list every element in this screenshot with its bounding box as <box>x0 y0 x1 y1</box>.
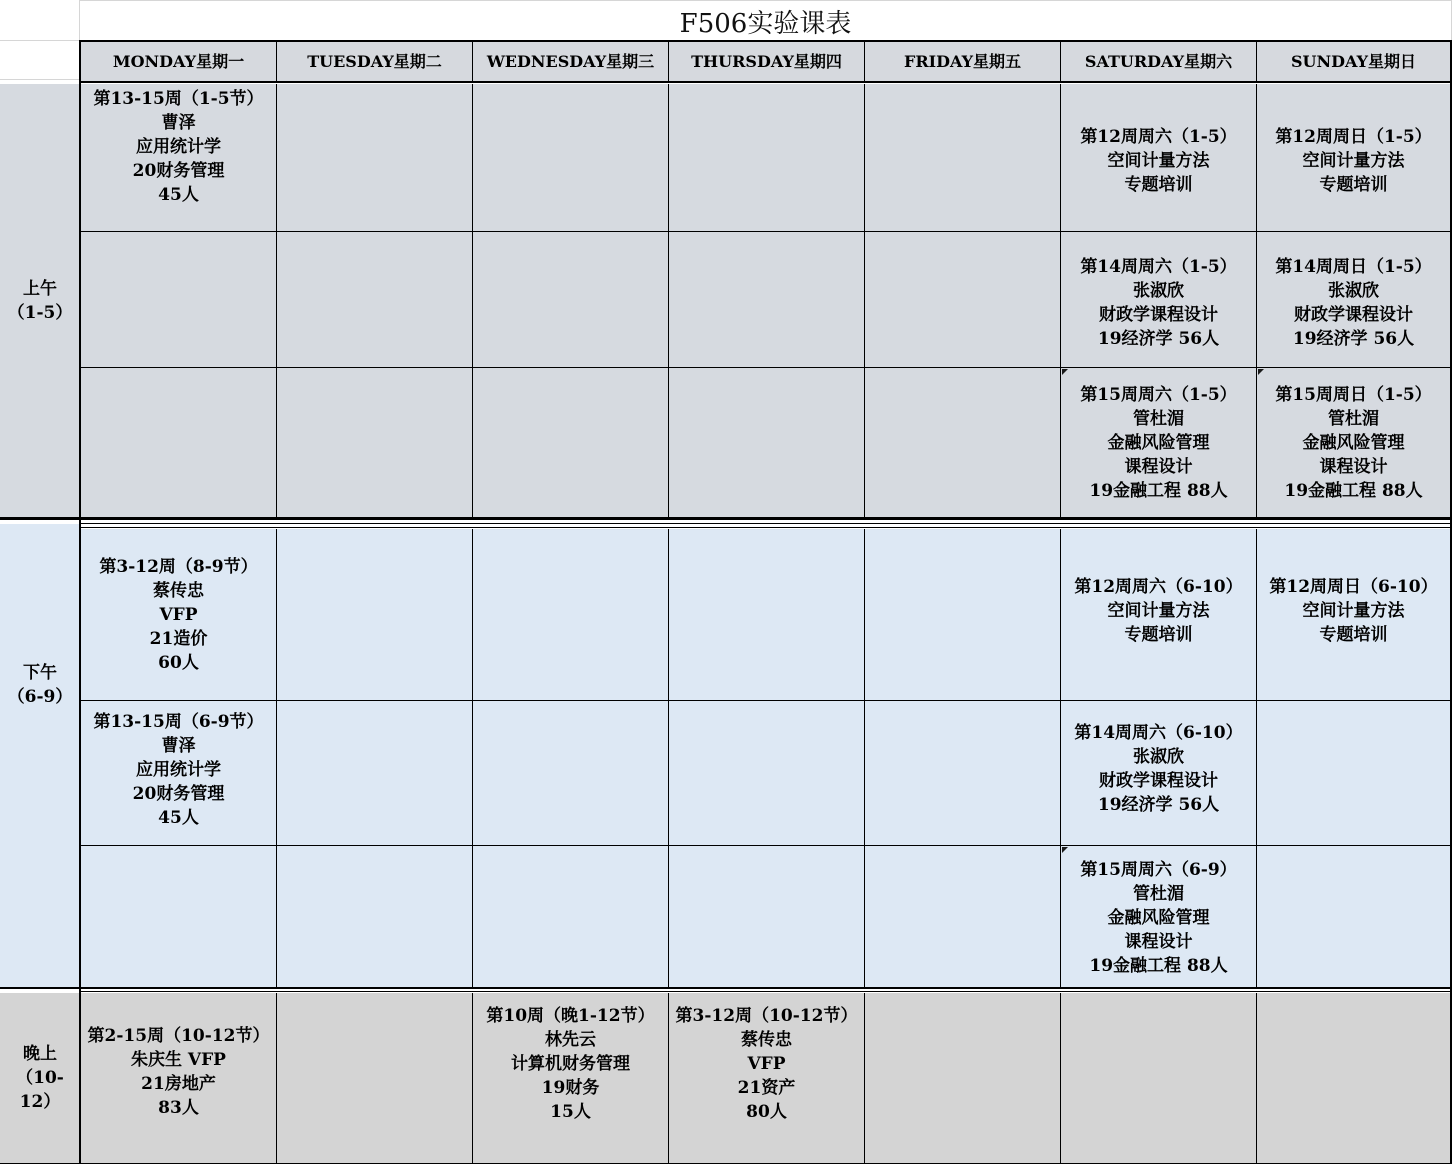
cell-am2-saturday[interactable]: 第14周周六（1-5） 张淑欣 财政学课程设计 19经济学 56人 <box>1061 232 1257 368</box>
cell-pm1-saturday[interactable]: 第12周周六（6-10） 空间计量方法 专题培训 <box>1061 529 1257 701</box>
header-monday[interactable]: MONDAY星期一 <box>81 42 277 82</box>
cell-pm1-monday[interactable]: 第3-12周（8-9节） 蔡传忠 VFP 21造价 60人 <box>81 529 277 701</box>
cell-pm3-thursday[interactable] <box>669 846 865 988</box>
cell-pm1-thursday[interactable] <box>669 529 865 701</box>
cell-ev-monday[interactable]: 第2-15周（10-12节） 朱庆生 VFP 21房地产 83人 <box>81 993 277 1164</box>
header-sunday[interactable]: SUNDAY星期日 <box>1257 42 1451 82</box>
header-thursday[interactable]: THURSDAY星期四 <box>669 42 865 82</box>
corner-divider <box>0 40 80 41</box>
cell-pm1-wednesday[interactable] <box>473 529 669 701</box>
header-friday[interactable]: FRIDAY星期五 <box>865 42 1061 82</box>
sheet-title[interactable]: F506实验课表 <box>80 0 1452 41</box>
comment-marker-icon <box>1062 369 1068 375</box>
cell-am2-friday[interactable] <box>865 232 1061 368</box>
comment-marker-icon <box>1062 847 1068 853</box>
header-rule <box>80 82 1451 83</box>
grid-frame-left <box>79 40 81 1164</box>
cell-ev-tuesday[interactable] <box>277 993 473 1164</box>
cell-pm1-tuesday[interactable] <box>277 529 473 701</box>
period-label-morning[interactable]: 上午 （1-5） <box>0 84 81 518</box>
cell-am2-sunday[interactable]: 第14周周日（1-5） 张淑欣 财政学课程设计 19经济学 56人 <box>1257 232 1451 368</box>
cell-am3-sunday[interactable]: 第15周周日（1-5） 管杜湄 金融风险管理 课程设计 19金融工程 88人 <box>1257 368 1451 518</box>
cell-pm2-wednesday[interactable] <box>473 701 669 846</box>
cell-am1-friday[interactable] <box>865 84 1061 232</box>
cell-pm3-sunday[interactable] <box>1257 846 1451 988</box>
cell-ev-sunday[interactable] <box>1257 993 1451 1164</box>
cell-am1-thursday[interactable] <box>669 84 865 232</box>
period-label-afternoon-extra[interactable] <box>0 846 81 988</box>
header-tuesday[interactable]: TUESDAY星期二 <box>277 42 473 82</box>
grid-frame-top <box>80 40 1451 42</box>
cell-pm1-friday[interactable] <box>865 529 1061 701</box>
cell-pm2-saturday[interactable]: 第14周周六（6-10） 张淑欣 财政学课程设计 19经济学 56人 <box>1061 701 1257 846</box>
section-divider <box>81 991 1451 992</box>
cell-am1-monday[interactable]: 第13-15周（1-5节） 曹泽 应用统计学 20财务管理 45人 <box>81 84 277 232</box>
cell-pm2-monday[interactable]: 第13-15周（6-9节） 曹泽 应用统计学 20财务管理 45人 <box>81 701 277 846</box>
cell-ev-saturday[interactable] <box>1061 993 1257 1164</box>
cell-pm3-wednesday[interactable] <box>473 846 669 988</box>
cell-am1-wednesday[interactable] <box>473 84 669 232</box>
cell-am3-friday[interactable] <box>865 368 1061 518</box>
cell-am3-monday[interactable] <box>81 368 277 518</box>
cell-am3-tuesday[interactable] <box>277 368 473 518</box>
cell-am1-saturday[interactable]: 第12周周六（1-5） 空间计量方法 专题培训 <box>1061 84 1257 232</box>
cell-am3-thursday[interactable] <box>669 368 865 518</box>
cell-pm2-sunday[interactable] <box>1257 701 1451 846</box>
cell-ev-wednesday[interactable]: 第10周（晚1-12节） 林先云 计算机财务管理 19财务 15人 <box>473 993 669 1164</box>
cell-am3-wednesday[interactable] <box>473 368 669 518</box>
cell-am2-wednesday[interactable] <box>473 232 669 368</box>
grid-frame-right <box>1450 40 1452 1164</box>
section-divider <box>81 527 1451 528</box>
header-saturday[interactable]: SATURDAY星期六 <box>1061 42 1257 82</box>
cell-am2-thursday[interactable] <box>669 232 865 368</box>
cell-ev-friday[interactable] <box>865 993 1061 1164</box>
header-wednesday[interactable]: WEDNESDAY星期三 <box>473 42 669 82</box>
section-divider <box>81 523 1451 524</box>
cell-pm2-tuesday[interactable] <box>277 701 473 846</box>
cell-pm2-friday[interactable] <box>865 701 1061 846</box>
cell-am2-monday[interactable] <box>81 232 277 368</box>
cell-pm2-thursday[interactable] <box>669 701 865 846</box>
cell-pm3-tuesday[interactable] <box>277 846 473 988</box>
period-label-afternoon[interactable]: 下午 （6-9） <box>0 524 81 846</box>
cell-pm3-monday[interactable] <box>81 846 277 988</box>
cell-ev-thursday[interactable]: 第3-12周（10-12节） 蔡传忠 VFP 21资产 80人 <box>669 993 865 1164</box>
cell-pm3-saturday[interactable]: 第15周周六（6-9） 管杜湄 金融风险管理 课程设计 19金融工程 88人 <box>1061 846 1257 988</box>
cell-am3-saturday[interactable]: 第15周周六（1-5） 管杜湄 金融风险管理 课程设计 19金融工程 88人 <box>1061 368 1257 518</box>
cell-am1-sunday[interactable]: 第12周周日（1-5） 空间计量方法 专题培训 <box>1257 84 1451 232</box>
cell-pm3-friday[interactable] <box>865 846 1061 988</box>
comment-marker-icon <box>1258 369 1264 375</box>
section-divider <box>0 987 1451 989</box>
section-divider <box>0 518 1451 520</box>
period-label-evening[interactable]: 晚上 （10- 12） <box>0 993 81 1164</box>
cell-pm1-sunday[interactable]: 第12周周日（6-10） 空间计量方法 专题培训 <box>1257 529 1451 701</box>
cell-am2-tuesday[interactable] <box>277 232 473 368</box>
cell-am1-tuesday[interactable] <box>277 84 473 232</box>
